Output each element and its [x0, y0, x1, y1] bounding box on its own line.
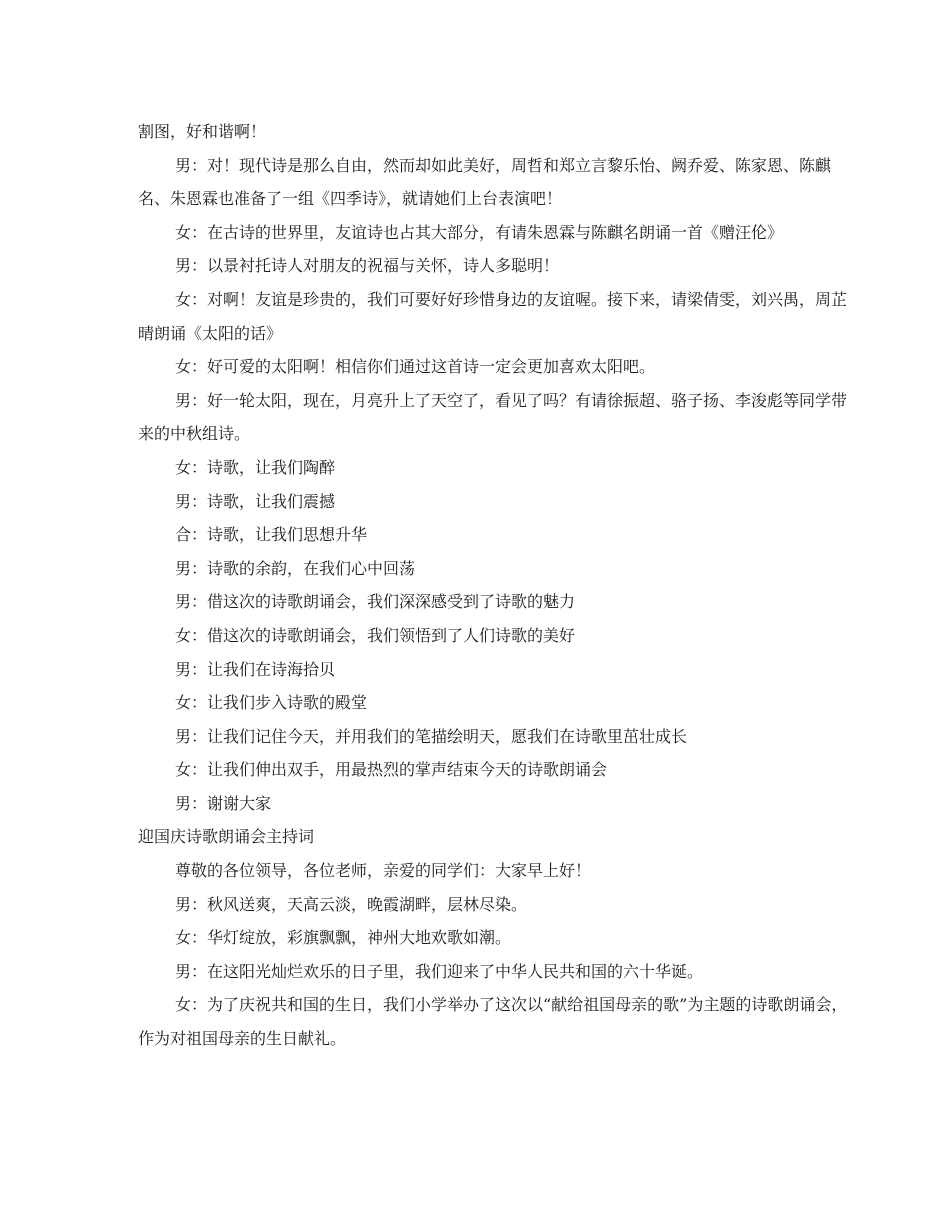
paragraph: 男：秋风送爽，天高云淡，晚霞湖畔，层林尽染。: [175, 894, 528, 914]
paragraph: 女：好可爱的太阳啊！相信你们通过这首诗一定会更加喜欢太阳吧。: [175, 357, 656, 377]
paragraph: 女：让我们伸出双手，用最热烈的掌声结束今天的诗歌朗诵会: [175, 760, 608, 780]
paragraph: 男：谢谢大家: [175, 793, 272, 813]
paragraph: 合：诗歌，让我们思想升华: [175, 525, 368, 545]
paragraph: 男：对！现代诗是那么自由，然而却如此美好，周哲和郑立言黎乐怡、阙乔爱、陈家恩、陈麒名、朱恩霖也准备了一组《四季诗》，就请她们上台表演吧！: [138, 155, 832, 209]
paragraph: 女：让我们步入诗歌的殿堂: [175, 693, 368, 713]
paragraph: 女：诗歌，让我们陶醉: [175, 457, 336, 477]
paragraph: 女：对啊！友谊是珍贵的，我们可要好好珍惜身边的友谊喔。接下来，请梁倩雯，刘兴禺，周芷晴朗诵《太阳的话》: [138, 289, 848, 343]
section-heading: 迎国庆诗歌朗诵会主持词: [138, 827, 315, 847]
paragraph: 男：以景衬托诗人对朋友的祝福与关怀，诗人多聪明！: [175, 256, 560, 276]
paragraph: 男：借这次的诗歌朗诵会，我们深深感受到了诗歌的魅力: [175, 592, 576, 612]
paragraph: 女：借这次的诗歌朗诵会，我们领悟到了人们诗歌的美好: [175, 625, 576, 645]
paragraph: 男：好一轮太阳，现在，月亮升上了天空了，看见了吗？有请徐振超、骆子扬、李浚彪等同学带来的中秋组诗。: [138, 390, 848, 444]
paragraph: 女：在古诗的世界里，友谊诗也占其大部分，有请朱恩霖与陈麒名朗诵一首《赠汪伦》: [175, 222, 784, 242]
paragraph: 男：诗歌的余韵，在我们心中回荡: [175, 558, 416, 578]
paragraph: 男：让我们记住今天，并用我们的笔描绘明天，愿我们在诗歌里茁壮成长: [175, 726, 688, 746]
paragraph: 割图，好和谐啊！: [138, 122, 267, 141]
paragraph: 男：让我们在诗海拾贝: [175, 659, 336, 679]
paragraph: 男：在这阳光灿烂欢乐的日子里，我们迎来了中华人民共和国的六十华诞。: [175, 961, 704, 981]
paragraph: 尊敬的各位领导，各位老师，亲爱的同学们：大家早上好！: [175, 861, 592, 881]
paragraph: 女：华灯绽放，彩旗飘飘，神州大地欢歌如潮。: [175, 928, 512, 948]
paragraph: 男：诗歌，让我们震撼: [175, 491, 336, 511]
paragraph: 女：为了庆祝共和国的生日，我们小学举办了这次以“献给祖国母亲的歌”为主题的诗歌朗诵会，作为对祖国母亲的生日献礼。: [138, 995, 848, 1049]
